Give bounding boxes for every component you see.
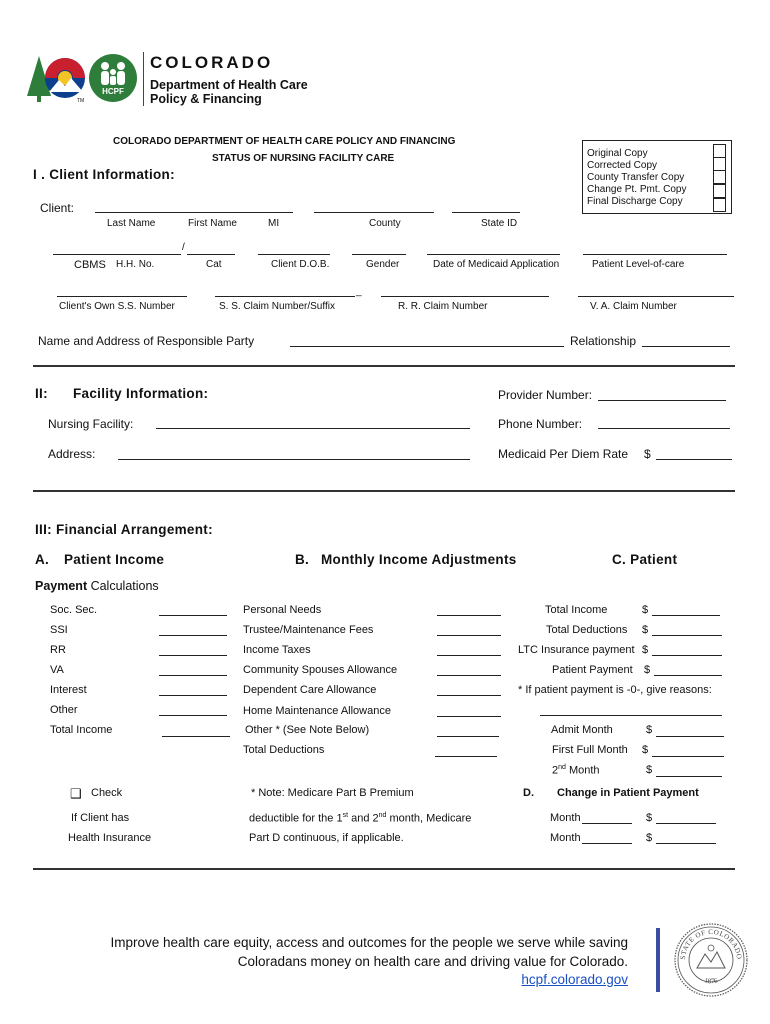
income-soc-sec-field[interactable]	[159, 615, 227, 616]
logo-divider	[143, 52, 144, 106]
medicaid-application-date-field[interactable]	[427, 254, 560, 255]
total-deductions-label: Total Deductions	[546, 624, 628, 636]
adj-community-spouses-field[interactable]	[437, 675, 501, 676]
checkbox-original[interactable]	[713, 144, 726, 158]
underscore-separator: _	[356, 286, 362, 297]
state-id-label: State ID	[481, 218, 518, 229]
calculations-text: Calculations	[87, 579, 159, 593]
second-month-sup: nd	[558, 764, 566, 771]
income-total-label: Total Income	[50, 724, 113, 736]
income-other-field[interactable]	[159, 715, 227, 716]
last-name-label: Last Name	[107, 218, 156, 229]
per-diem-field[interactable]	[656, 459, 732, 460]
first-full-month-field[interactable]	[652, 756, 724, 757]
if-client-has-label: If Client has	[71, 812, 130, 824]
adj-trustee-fees-field[interactable]	[437, 635, 501, 636]
adj-total-deductions-label: Total Deductions	[243, 744, 325, 756]
svg-text:STATE OF COLORADO	[679, 928, 743, 960]
change-month2-label: Month	[550, 832, 581, 844]
per-diem-label: Medicaid Per Diem Rate	[498, 447, 629, 461]
change-month1-amount-field[interactable]	[656, 823, 716, 824]
client-ss-number-label: Client's Own S.S. Number	[59, 301, 175, 312]
checkbox-change-pmt[interactable]	[713, 184, 726, 198]
first-full-month-dollar: $	[642, 744, 649, 756]
note2-part-c: month, Medicare	[386, 812, 472, 825]
zero-payment-reason-label: * If patient payment is -0-, give reasons:	[518, 684, 712, 696]
section-divider-3	[33, 868, 735, 870]
adj-personal-needs-field[interactable]	[437, 615, 501, 616]
patient-payment-label: Patient Payment	[552, 664, 633, 676]
second-month-field[interactable]	[656, 776, 722, 777]
hcpf-logo	[25, 52, 145, 106]
change-month1-dollar: $	[646, 812, 653, 824]
change-month2-dollar: $	[646, 832, 653, 844]
state-id-field[interactable]	[452, 212, 520, 213]
change-month2-amount-field[interactable]	[656, 843, 716, 844]
total-income-dollar: $	[642, 604, 649, 616]
phone-number-label: Phone Number:	[498, 417, 583, 431]
admit-month-label: Admit Month	[551, 724, 613, 736]
section3-heading: III: Financial Arrangement:	[35, 522, 213, 537]
footer-link[interactable]: hcpf.colorado.gov	[521, 972, 628, 987]
relationship-label: Relationship	[570, 334, 637, 348]
checkbox-final-discharge[interactable]	[713, 198, 726, 212]
total-income-label: Total Income	[545, 604, 608, 616]
client-dob-label: Client D.O.B.	[271, 259, 330, 270]
zero-payment-reason-field[interactable]	[540, 715, 722, 716]
address-field[interactable]	[118, 459, 470, 460]
county-label: County	[369, 218, 401, 229]
adj-income-taxes-field[interactable]	[437, 655, 501, 656]
form-title-line2: STATUS OF NURSING FACILITY CARE	[212, 153, 395, 164]
patient-payment-dollar: $	[644, 664, 651, 676]
adj-other-label: Other * (See Note Below)	[245, 724, 370, 736]
relationship-field[interactable]	[642, 346, 730, 347]
cat-label: Cat	[206, 259, 222, 270]
total-income-field[interactable]	[652, 615, 720, 616]
cbms-hh-field[interactable]	[53, 254, 181, 255]
va-claim-number-field[interactable]	[578, 296, 734, 297]
income-interest-field[interactable]	[159, 695, 227, 696]
hh-no-label: H.H. No.	[116, 259, 155, 270]
payment-calculations-heading	[35, 579, 159, 593]
income-rr-label: RR	[50, 644, 66, 656]
income-soc-sec-label: Soc. Sec.	[50, 604, 98, 616]
medicare-note-line1: * Note: Medicare Part B Premium	[251, 787, 414, 799]
family-icon	[89, 58, 137, 88]
seal-top-text: STATE OF COLORADO	[678, 927, 744, 960]
section-divider-1	[33, 365, 735, 367]
second-month-num: 2	[552, 764, 559, 777]
state-seal	[673, 922, 749, 998]
medicare-note-line3: Part D continuous, if applicable.	[249, 832, 404, 844]
nursing-facility-label: Nursing Facility:	[48, 417, 134, 431]
adj-total-deductions-field[interactable]	[435, 756, 497, 757]
patient-level-of-care-field[interactable]	[583, 254, 727, 255]
mi-label: MI	[268, 218, 280, 229]
trademark-mark: TM	[77, 98, 85, 104]
second-month-label	[552, 764, 600, 777]
payment-bold: Payment	[35, 579, 88, 593]
first-full-month-label: First Full Month	[552, 744, 628, 756]
income-va-label: VA	[50, 664, 64, 676]
ltc-insurance-field[interactable]	[652, 655, 722, 656]
copy-option-change-pmt: Change Pt. Pmt. Copy	[587, 184, 687, 195]
check-box-icon[interactable]: ❑	[70, 786, 82, 801]
section-divider-2	[33, 490, 735, 492]
change-month1-field[interactable]	[582, 823, 632, 824]
section3a-letter: A.	[35, 552, 50, 567]
second-month-dollar: $	[646, 764, 653, 776]
county-field[interactable]	[314, 212, 434, 213]
rr-claim-number-field[interactable]	[381, 296, 549, 297]
va-claim-number-label: V. A. Claim Number	[590, 301, 677, 312]
adj-income-taxes-label: Income Taxes	[243, 644, 311, 656]
income-other-label: Other	[50, 704, 78, 716]
adj-dependent-care-field[interactable]	[437, 695, 501, 696]
phone-number-field[interactable]	[598, 428, 730, 429]
second-month-text: Month	[565, 764, 600, 777]
footer-mission-line1: Improve health care equity, access and outcomes for the people we serve while saving	[110, 935, 628, 950]
dept-line1: Department of Health Care	[150, 78, 308, 92]
responsible-party-label: Name and Address of Responsible Party	[38, 334, 255, 348]
admit-month-dollar: $	[646, 724, 653, 736]
per-diem-dollar: $	[644, 447, 651, 461]
copy-option-county-transfer: County Transfer Copy	[587, 172, 685, 183]
responsible-party-field[interactable]	[290, 346, 564, 347]
copy-option-corrected: Corrected Copy	[587, 160, 658, 171]
adj-community-spouses-label: Community Spouses Allowance	[243, 664, 398, 676]
section3d-letter: D.	[523, 787, 534, 799]
last-name-field[interactable]	[95, 212, 293, 213]
footer-accent-bar	[656, 928, 660, 992]
adj-home-maintenance-label: Home Maintenance Allowance	[243, 705, 391, 717]
income-ssi-field[interactable]	[159, 635, 227, 636]
income-rr-field[interactable]	[159, 655, 227, 656]
adj-other-field[interactable]	[437, 736, 499, 737]
checkbox-county-transfer[interactable]	[713, 170, 726, 184]
section3c-title: C. Patient	[612, 552, 678, 567]
state-seal-icon	[673, 922, 749, 998]
ltc-insurance-dollar: $	[642, 644, 649, 656]
client-ss-number-field[interactable]	[57, 296, 187, 297]
cbms-label: CBMS	[74, 259, 106, 271]
hcpf-badge-text: HCPF	[102, 87, 124, 96]
adj-dependent-care-label: Dependent Care Allowance	[243, 684, 377, 696]
rr-claim-number-label: R. R. Claim Number	[398, 301, 488, 312]
medicare-note-line2	[249, 812, 471, 825]
svg-text:1876	[704, 976, 719, 985]
section3b-title: Monthly Income Adjustments	[321, 552, 517, 567]
ss-claim-number-field[interactable]	[215, 296, 355, 297]
ltc-insurance-label: LTC Insurance payment	[518, 644, 635, 656]
admit-month-field[interactable]	[656, 736, 724, 737]
note2-part-b: and 2	[348, 812, 379, 825]
form-title-line1: COLORADO DEPARTMENT OF HEALTH CARE POLICY AND FINANCING	[113, 136, 456, 147]
hcpf-badge	[89, 54, 137, 102]
adj-personal-needs-label: Personal Needs	[243, 604, 322, 616]
nursing-facility-field[interactable]	[156, 428, 470, 429]
note2-sup-nd: nd	[378, 812, 387, 819]
section3b-letter: B.	[295, 552, 310, 567]
note2-sup-st: st	[342, 812, 349, 819]
health-insurance-label: Health Insurance	[68, 832, 152, 844]
check-label: Check	[91, 787, 123, 799]
total-deductions-field[interactable]	[652, 635, 722, 636]
income-ssi-label: SSI	[50, 624, 68, 636]
gender-field[interactable]	[352, 254, 406, 255]
brand-wordmark: COLORADO	[150, 53, 274, 72]
seal-year-text: 1876	[703, 976, 719, 986]
adj-trustee-fees-label: Trustee/Maintenance Fees	[243, 624, 374, 636]
provider-number-label: Provider Number:	[498, 388, 593, 402]
change-month1-label: Month	[550, 812, 581, 824]
section1-heading: I . Client Information:	[33, 167, 175, 182]
first-name-label: First Name	[188, 218, 237, 229]
client-dob-field[interactable]	[258, 254, 330, 255]
ss-claim-number-label: S. S. Claim Number/Suffix	[219, 301, 335, 312]
income-interest-label: Interest	[50, 684, 87, 696]
section2-heading: Facility Information:	[73, 386, 209, 401]
patient-payment-field[interactable]	[654, 675, 722, 676]
section3a-title: Patient Income	[64, 552, 165, 567]
address-label: Address:	[48, 447, 96, 461]
section3d-title: Change in Patient Payment	[557, 787, 699, 799]
dept-line2: Policy & Financing	[150, 92, 262, 106]
copy-option-original: Original Copy	[587, 148, 648, 159]
note2-part-a: deductible for the 1	[249, 812, 343, 825]
patient-level-of-care-label: Patient Level-of-care	[592, 259, 685, 270]
income-total-field[interactable]	[162, 736, 230, 737]
copy-option-final-discharge: Final Discharge Copy	[587, 196, 683, 207]
checkbox-corrected[interactable]	[713, 157, 726, 171]
cat-field[interactable]	[187, 254, 235, 255]
adj-home-maintenance-field[interactable]	[437, 716, 501, 717]
total-deductions-dollar: $	[642, 624, 649, 636]
gender-label: Gender	[366, 259, 400, 270]
slash-separator: /	[182, 242, 185, 253]
medicaid-application-date-label: Date of Medicaid Application	[433, 259, 560, 270]
provider-number-field[interactable]	[598, 400, 726, 401]
change-month2-field[interactable]	[582, 843, 632, 844]
footer-mission-line2: Coloradans money on health care and driving value for Colorado.	[237, 954, 628, 969]
income-va-field[interactable]	[159, 675, 227, 676]
client-label: Client:	[40, 201, 75, 215]
section2-number: II:	[35, 386, 48, 401]
